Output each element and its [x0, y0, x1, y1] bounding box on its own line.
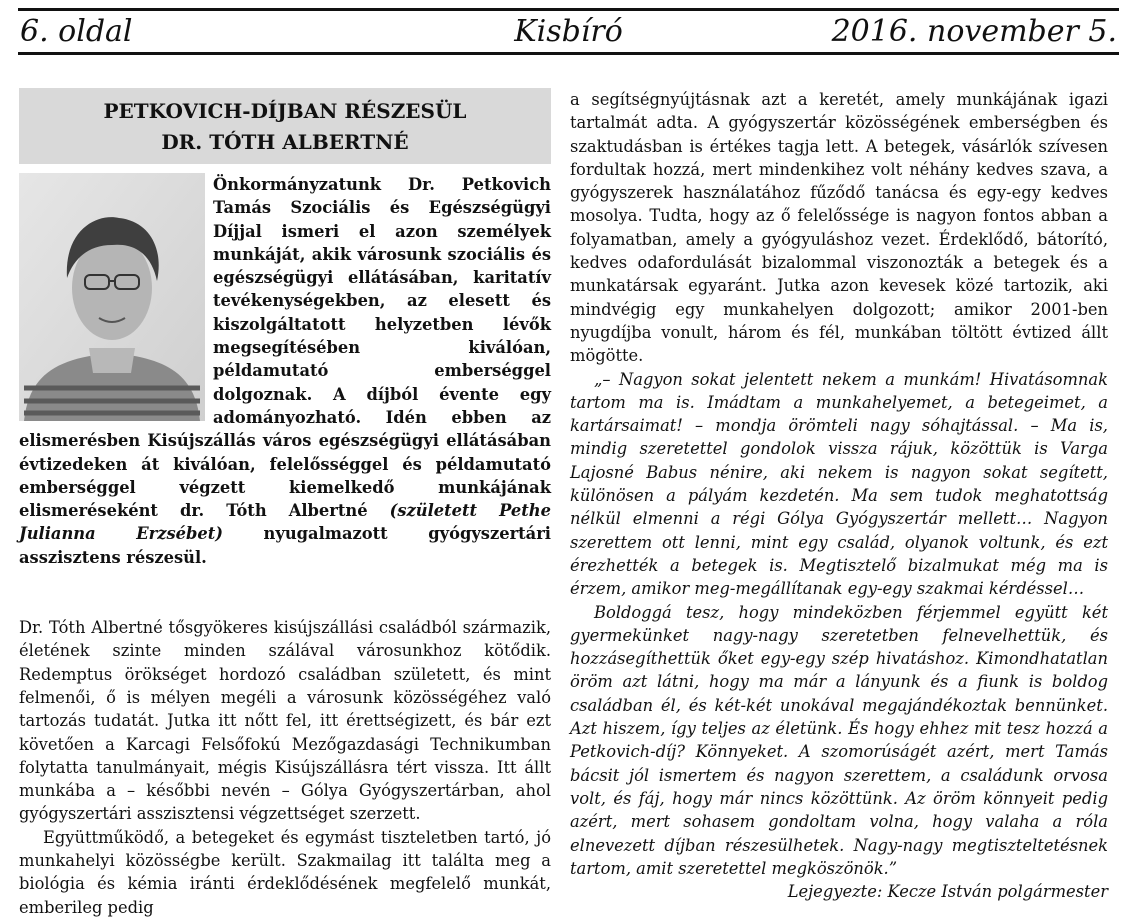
- quote-paragraph-2: Boldoggá tesz, hogy mindeközben férjemmel együtt két gyermekünket nagy-nagy szeretetben felnevelhettük, és hozzásegíthettük őket egy-egy szép hivatáshoz. Kimondhatatlan öröm azt látni, hogy ma már a lányunk és a fiunk is boldog családban él, és két-két unokával megajándékoztak bennünket. Azt hiszem, így teljes az életünk. És hogy ehhez mit tesz hozzá a Petkovich-díj? Könnyeket. A szomorúságét azért, mert Tamás bácsit jól ismertem és nagyon szerettem, a családunk orvosa volt, és fáj, hogy már nincs közöttünk. Az öröm könnyeit pedig azért, mert sohasem gondoltam volna, hogy valaha a róla elnevezett díjban részesülhetek. Nagy-nagy megtiszteltetésnek tartom, amit szeretettel megköszönök.”: [570, 602, 1108, 878]
- right-column: [570, 88, 1108, 903]
- intro-birth-name: (született Pethe Julianna Erzsébet): [19, 501, 551, 544]
- publication-name: Kisbíró: [514, 14, 623, 49]
- intro-end: nyugalmazott gyógyszertári asszisztens részesül.: [19, 524, 551, 567]
- page-header: [20, 14, 1117, 50]
- title-line-2: DR. TÓTH ALBERTNÉ: [161, 130, 409, 154]
- header-rule-top: [18, 8, 1119, 11]
- title-line-1: PETKOVICH-DÍJBAN RÉSZESÜL: [103, 99, 467, 123]
- intro-text: Önkormányzatunk Dr. Petkovich Tamás Szociális és Egészségügyi Díjjal ismeri el azon személyek munkáját, akik városunk szociális és egészségügyi ellátásában, karitatív tevékenységekben, az elesett és kiszolgáltatott helyzetben lévők megsegítésében kiválóan, példamutató emberséggel dolgoznak. A díjból évente egy adományozható. Idén ebben az elismerésben Kisújszállás város egészségügyi ellátásában évtizedeken át kiválóan, felelősséggel és példamutató emberséggel végzett kiemelkedő munkájának elismeréseként dr. Tóth Albertné: [19, 175, 551, 521]
- body-paragraph-2: Együttműködő, a betegeket és egymást tiszteletben tartó, jó munkahelyi közösségbe került. Szakmailag itt találta meg a biológia és kémia iránti érdeklődésének megfelelő munkát, emberileg pedig: [19, 827, 551, 917]
- header-rule-bottom: [18, 52, 1119, 55]
- page-number: 6. oldal: [20, 14, 133, 49]
- article-title: [19, 88, 551, 164]
- signature: Lejegyezte: Kecze István polgármester: [787, 882, 1108, 902]
- left-column: [19, 88, 551, 919]
- body-paragraph-3: a segítségnyújtásnak azt a keretét, amely munkájának igazi tartalmát adta. A gyógyszertár közösségének emberségben és szaktudásban is értékes tagja lett. A betegek, vásárlók szívesen fordultak hozzá, mert mindenkihez volt néhány kedves szava, a gyógyszerek használatához fűződő tanácsa és egy-egy kedves mosolya. Tudta, hogy az ő felelőssége is nagyon fontos abban a folyamatban, amely a gyógyuláshoz vezet. Érdeklődő, bátorító, kedves odafordulását bizalommal viszonozták a betegek és a munkatársak egyaránt. Jutka azon kevesek közé tartozik, aki mindvégig egy munkahelyen dolgozott; amikor 2001-ben nyugdíjba vonult, három és fél, munkában töltött évtized állt mögötte.: [570, 90, 1108, 366]
- body-paragraph-1: Dr. Tóth Albertné tősgyökeres kisújszállási családból származik, életének szinte minden szálával városunkhoz kötődik. Redemptus örökséget hordozó családban született, és mint felmenői, ő is mélyen megéli a városunk közösségéhez való tartozás tudatát. Jutka itt nőtt fel, itt érettségizett, és bár ezt követően a Karcagi Felsőfokú Mezőgazdasági Technikumban folytatta tanulmányait, mégis Kisújszállásra tért vissza. Itt állt munkába a – későbbi nevén – Gólya Gyógyszertárban, ahol gyógyszertári asszisztensi végzettséget szerzett.: [19, 618, 551, 824]
- portrait-photo: [19, 173, 205, 421]
- quote-paragraph-1: „– Nagyon sokat jelentett nekem a munkám! Hivatásomnak tartom ma is. Imádtam a munkahelyemet, a betegeimet, a kartársaimat! – mondja örömteli nagy sóhajtással. – Ma is, mindig szeretettel gondolok vissza rájuk, közöttük is Varga Lajosné Babus nénire, aki nekem is nagyon sokat segített, különösen a pályám kezdetén. Ma sem tudok meghatottság nélkül elmenni a régi Gólya Gyógyszertár mellett… Nagyon szerettem ott lenni, mint egy család, olyanok voltunk, és ezt érezhették a betegek is. Megtisztelő bizalmukat még ma is érzem, amikor meg-megállítanak egy-egy szakmai kérdéssel…: [570, 369, 1108, 599]
- issue-date: 2016. november 5.: [831, 14, 1117, 49]
